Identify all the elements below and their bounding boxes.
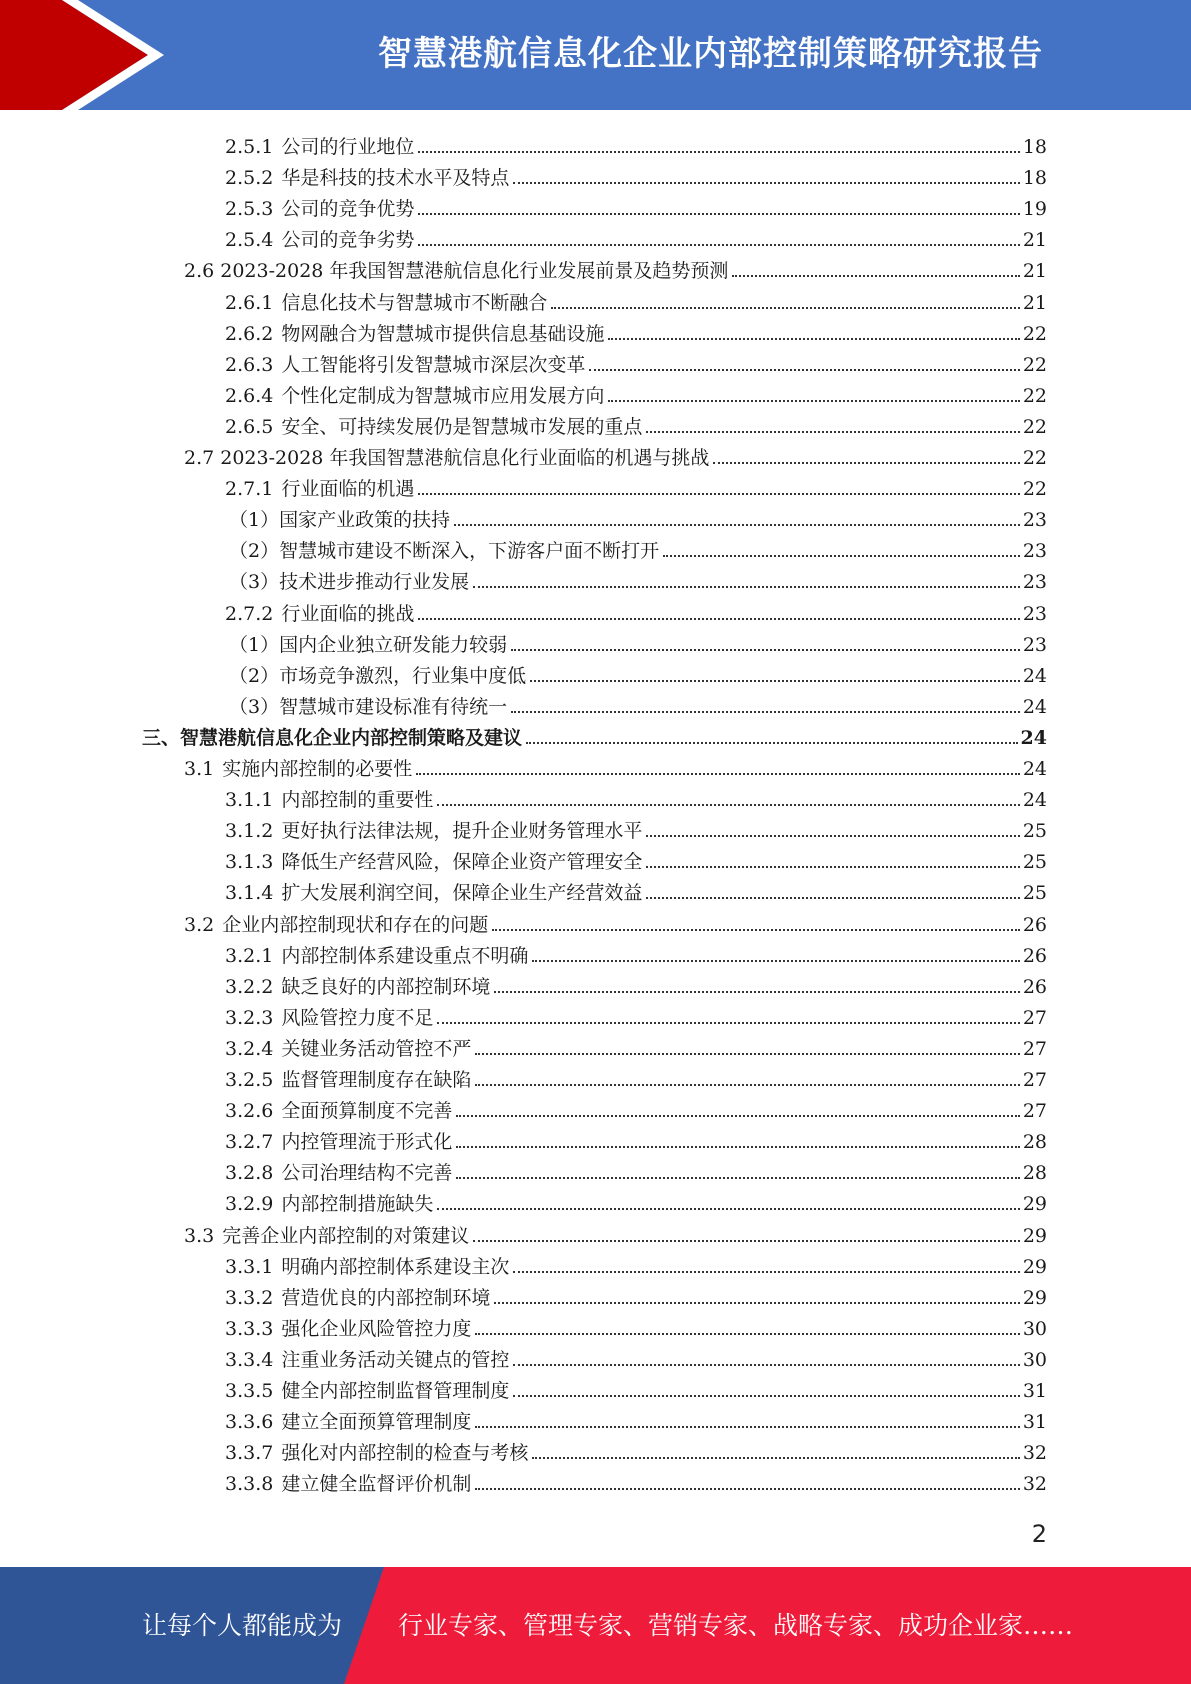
toc-entry-page: 21 [1022, 291, 1047, 314]
toc-entry-title: （2）智慧城市建设不断深入，下游客户面不断打开 [229, 540, 660, 563]
toc-entry-title: 降低生产经营风险，保障企业资产管理安全 [281, 851, 643, 874]
toc-entry-number: 2.5.3 [225, 198, 274, 221]
toc-entry-page: 27 [1022, 1069, 1047, 1091]
toc-entry[interactable] [225, 345, 1047, 376]
toc-entry-number: 2.6.3 [225, 353, 274, 376]
toc-entry-title: 企业内部控制现状和存在的问题 [222, 913, 489, 936]
toc-entry[interactable] [225, 314, 1047, 345]
toc-entry[interactable] [225, 1184, 1047, 1215]
toc-entry-number: 2.7.1 [225, 478, 274, 501]
toc-entry[interactable] [225, 873, 1047, 904]
toc-leader-dots [646, 866, 1019, 868]
toc-entry[interactable] [225, 1309, 1047, 1340]
toc-leader-dots [511, 649, 1020, 651]
toc-entry-page: 29 [1022, 1255, 1047, 1278]
toc-entry-number: 2.6.1 [225, 291, 274, 314]
toc-entry[interactable] [225, 1091, 1047, 1122]
toc-entry-page: 22 [1022, 415, 1047, 438]
toc-entry-page: 23 [1022, 540, 1047, 563]
toc-entry-number: 3.1 [184, 758, 215, 780]
toc-leader-dots [418, 493, 1019, 495]
toc-entry-title: 人工智能将引发智慧城市深层次变革 [281, 353, 586, 376]
toc-entry-number: 3.1.3 [225, 851, 274, 874]
toc-leader-dots [513, 182, 1019, 184]
toc-entry[interactable] [225, 998, 1047, 1029]
toc-leader-dots [418, 244, 1019, 246]
page-footer [0, 1567, 1191, 1684]
toc-entry-title: 行业面临的挑战 [281, 602, 415, 625]
toc-leader-dots [418, 618, 1019, 620]
toc-entry-page: 18 [1022, 136, 1047, 158]
report-title: 智慧港航信息化企业内部控制策略研究报告 [378, 34, 1043, 74]
toc-entry-page: 18 [1022, 167, 1047, 190]
toc-entry[interactable] [225, 127, 1047, 158]
toc-leader-dots [513, 1395, 1019, 1397]
toc-leader-dots [437, 804, 1019, 806]
toc-entry-number: 3.2.7 [225, 1131, 274, 1154]
toc-entry[interactable] [184, 749, 1047, 780]
toc-entry-title: 实施内部控制的必要性 [222, 758, 413, 780]
toc-entry-page: 23 [1022, 509, 1047, 532]
toc-entry[interactable] [229, 656, 1047, 687]
toc-entry-title: 安全、可持续发展仍是智慧城市发展的重点 [281, 415, 643, 438]
toc-leader-dots [494, 1302, 1019, 1304]
toc-entry-page: 28 [1022, 1162, 1047, 1185]
toc-entry-title: 公司的竞争优势 [281, 198, 415, 221]
toc-entry-title: 关键业务活动管控不严 [281, 1037, 472, 1060]
toc-leader-dots [456, 1146, 1019, 1148]
toc-entry-number: 2.6.4 [225, 384, 274, 407]
toc-entry-page: 26 [1022, 975, 1047, 998]
toc-leader-dots [646, 897, 1019, 899]
toc-entry[interactable] [225, 1340, 1047, 1371]
toc-entry-page: 32 [1022, 1473, 1047, 1496]
toc-entry-page: 24 [1022, 695, 1047, 718]
toc-leader-dots [475, 1333, 1019, 1335]
footer-slogan-left: 让每个人都能成为 [142, 1611, 343, 1640]
toc-entry-page: 24 [1022, 664, 1047, 687]
toc-entry-title: 营造优良的内部控制环境 [281, 1286, 491, 1309]
toc-entry-title: 公司治理结构不完善 [281, 1162, 453, 1185]
toc-leader-dots [513, 1364, 1019, 1366]
toc-entry[interactable] [229, 562, 1047, 593]
toc-entry-title: 健全内部控制监督管理制度 [281, 1380, 510, 1402]
toc-entry[interactable] [142, 718, 1047, 749]
toc-entry-number: 2.6.2 [225, 322, 274, 345]
toc-leader-dots [492, 929, 1020, 931]
toc-entry-page: 31 [1022, 1380, 1047, 1402]
toc-entry-page: 26 [1022, 913, 1047, 936]
toc-entry-page: 29 [1022, 1193, 1047, 1216]
toc-entry-title: 监督管理制度存在缺陷 [281, 1069, 472, 1091]
toc-entry[interactable] [229, 500, 1047, 531]
toc-entry-page: 30 [1022, 1348, 1047, 1371]
toc-entry-page: 21 [1022, 260, 1047, 283]
toc-entry-number: 3.2.3 [225, 1006, 274, 1029]
toc-leader-dots [475, 1488, 1019, 1490]
toc-entry-number: 3.1.2 [225, 820, 274, 843]
toc-leader-dots [532, 960, 1019, 962]
toc-entry-number: 3.2.8 [225, 1162, 274, 1185]
toc-leader-dots [494, 991, 1019, 993]
toc-leader-dots [475, 1426, 1019, 1428]
toc-entry-title: 信息化技术与智慧城市不断融合 [281, 291, 548, 314]
toc-entry[interactable] [225, 1153, 1047, 1184]
toc-entry-page: 21 [1022, 229, 1047, 252]
toc-entry-number: 2.5.1 [225, 136, 274, 158]
toc-entry-number: 3.3.5 [225, 1380, 274, 1402]
toc-entry-number: 3.2.6 [225, 1100, 274, 1123]
toc-entry-title: 个性化定制成为智慧城市应用发展方向 [281, 384, 605, 407]
toc-entry[interactable] [225, 469, 1047, 500]
toc-entry-page: 28 [1022, 1131, 1047, 1154]
toc-entry-title: 内部控制措施缺失 [281, 1193, 434, 1216]
toc-entry[interactable] [225, 811, 1047, 842]
toc-leader-dots [418, 213, 1019, 215]
toc-leader-dots [608, 400, 1019, 402]
toc-entry-page: 29 [1022, 1286, 1047, 1309]
toc-entry-page: 25 [1022, 851, 1047, 874]
toc-entry-number: 3.3.2 [225, 1286, 274, 1309]
toc-entry[interactable] [225, 189, 1047, 220]
toc-leader-dots [511, 711, 1020, 713]
toc-leader-dots [732, 275, 1019, 277]
toc-leader-dots [437, 1208, 1019, 1210]
page-header [0, 0, 1191, 110]
toc-entry-title: 内部控制体系建设重点不明确 [281, 944, 529, 967]
toc-entry-number: 3.3.8 [225, 1473, 274, 1496]
toc-entry[interactable] [225, 1060, 1047, 1091]
toc-entry-title: 强化企业风险管控力度 [281, 1317, 472, 1340]
toc-entry-title: （1）国内企业独立研发能力较弱 [229, 633, 508, 656]
toc-leader-dots [646, 835, 1019, 837]
toc-entry-title: 明确内部控制体系建设主次 [281, 1255, 510, 1278]
toc-entry[interactable] [225, 1029, 1047, 1060]
toc-entry-title: 公司的行业地位 [281, 136, 415, 158]
toc-entry[interactable] [225, 1464, 1047, 1495]
toc-entry-number: 3.2.2 [225, 975, 274, 998]
toc-entry-number: 3.3.4 [225, 1348, 274, 1371]
toc-entry-title: 完善企业内部控制的对策建议 [222, 1224, 470, 1247]
toc-leader-dots [513, 1271, 1019, 1273]
toc-entry[interactable] [184, 1216, 1047, 1247]
toc-leader-dots [456, 1177, 1019, 1179]
toc-entry-number: 3.1.4 [225, 882, 274, 905]
toc-entry-number: 3.3 [184, 1224, 215, 1247]
toc-entry-number: 2.6.5 [225, 415, 274, 438]
toc-leader-dots [608, 338, 1019, 340]
toc-entry[interactable] [225, 1371, 1047, 1402]
toc-entry-number: 3.2.1 [225, 944, 274, 967]
toc-leader-dots [532, 1457, 1019, 1459]
toc-entry-number: 3.2.9 [225, 1193, 274, 1216]
toc-leader-dots [475, 1084, 1019, 1086]
toc-entry-number: 3.2.4 [225, 1037, 274, 1060]
toc-entry[interactable] [225, 967, 1047, 998]
toc-leader-dots [454, 524, 1020, 526]
toc-entry[interactable] [225, 220, 1047, 251]
toc-entry-title: 华是科技的技术水平及特点 [281, 167, 510, 190]
toc-leader-dots [437, 1022, 1019, 1024]
toc-entry-page: 27 [1022, 1006, 1047, 1029]
toc-entry-title: 建立全面预算管理制度 [281, 1411, 472, 1434]
toc-entry-title: （3）技术进步推动行业发展 [229, 571, 470, 594]
toc-entry-number: 2.7.2 [225, 602, 274, 625]
toc-entry-page: 25 [1022, 882, 1047, 905]
toc-entry-title: 建立健全监督评价机制 [281, 1473, 472, 1496]
toc-entry-page: 26 [1022, 944, 1047, 967]
toc-entry-number: 2.5.2 [225, 167, 274, 190]
toc-entry-title: 三、智慧港航信息化企业内部控制策略及建议 [142, 726, 523, 749]
toc-entry[interactable] [225, 158, 1047, 189]
toc-entry-title: 2.6 2023-2028 年我国智慧港航信息化行业发展前景及趋势预测 [184, 260, 729, 283]
toc-entry-page: 22 [1022, 353, 1047, 376]
toc-entry-page: 22 [1022, 384, 1047, 407]
toc-entry-title: 2.7 2023-2028 年我国智慧港航信息化行业面临的机遇与挑战 [184, 447, 710, 469]
toc-entry-page: 27 [1022, 1037, 1047, 1060]
toc-entry[interactable] [225, 1433, 1047, 1464]
toc-leader-dots [589, 369, 1019, 371]
toc-leader-dots [416, 773, 1020, 775]
toc-entry-page: 23 [1022, 571, 1047, 594]
toc-entry[interactable] [225, 283, 1047, 314]
toc-entry[interactable] [225, 936, 1047, 967]
toc-entry-page: 22 [1022, 322, 1047, 345]
toc-entry[interactable] [184, 438, 1047, 469]
toc-entry[interactable] [225, 376, 1047, 407]
toc-entry[interactable] [225, 1247, 1047, 1278]
toc-entry-page: 19 [1022, 198, 1047, 221]
toc-entry[interactable] [184, 251, 1047, 282]
toc-entry-title: 行业面临的机遇 [281, 478, 415, 501]
toc-entry-page: 22 [1022, 447, 1047, 469]
toc-entry-title: （2）市场竞争激烈，行业集中度低 [229, 664, 527, 687]
toc-entry[interactable] [184, 905, 1047, 936]
toc-leader-dots [530, 680, 1020, 682]
toc-entry-title: （1）国家产业政策的扶持 [229, 509, 451, 532]
toc-leader-dots [473, 1240, 1020, 1242]
toc-entry[interactable] [229, 687, 1047, 718]
toc-entry-title: （3）智慧城市建设标准有待统一 [229, 695, 508, 718]
toc-leader-dots [526, 742, 1018, 744]
toc-entry-title: 内部控制的重要性 [281, 789, 434, 812]
toc-entry-number: 3.3.6 [225, 1411, 274, 1434]
toc-leader-dots [473, 586, 1020, 588]
toc-entry-number: 2.5.4 [225, 229, 274, 252]
toc-entry-number: 3.3.3 [225, 1317, 274, 1340]
toc-leader-dots [551, 307, 1019, 309]
toc-entry-title: 全面预算制度不完善 [281, 1100, 453, 1123]
toc-entry-title: 公司的竞争劣势 [281, 229, 415, 252]
toc-entry[interactable] [225, 1122, 1047, 1153]
toc-entry-page: 23 [1022, 633, 1047, 656]
toc-entry[interactable] [225, 1278, 1047, 1309]
toc-entry-page: 24 [1022, 789, 1047, 812]
toc-entry-title: 扩大发展利润空间，保障企业生产经营效益 [281, 882, 643, 905]
toc-leader-dots [456, 1115, 1019, 1117]
toc-entry-page: 24 [1020, 726, 1047, 749]
toc-entry-title: 内控管理流于形式化 [281, 1131, 453, 1154]
header-chevron-icon [0, 0, 240, 110]
toc-entry-title: 注重业务活动关键点的管控 [281, 1348, 510, 1371]
toc-entry-page: 23 [1022, 602, 1047, 625]
toc-entry-number: 3.2.5 [225, 1069, 274, 1091]
toc-leader-dots [713, 462, 1019, 464]
toc-entry[interactable] [225, 594, 1047, 625]
toc-entry[interactable] [225, 842, 1047, 873]
toc-entry-page: 22 [1022, 478, 1047, 501]
toc-entry-number: 3.3.7 [225, 1442, 274, 1465]
toc-entry-title: 缺乏良好的内部控制环境 [281, 975, 491, 998]
toc-entry-page: 32 [1022, 1442, 1047, 1465]
toc-entry-title: 强化对内部控制的检查与考核 [281, 1442, 529, 1465]
toc-leader-dots [663, 555, 1020, 557]
toc-entry-title: 更好执行法律法规，提升企业财务管理水平 [281, 820, 643, 843]
page-number: 2 [1031, 1520, 1047, 1548]
toc-entry-number: 3.1.1 [225, 789, 274, 812]
toc-entry-title: 风险管控力度不足 [281, 1006, 434, 1029]
toc-entry-title: 物网融合为智慧城市提供信息基础设施 [281, 322, 605, 345]
toc-entry[interactable] [225, 780, 1047, 811]
toc-entry[interactable] [225, 1402, 1047, 1433]
toc-entry-page: 27 [1022, 1100, 1047, 1123]
toc-entry[interactable] [229, 625, 1047, 656]
toc-entry-number: 3.2 [184, 913, 215, 936]
toc-entry[interactable] [225, 407, 1047, 438]
toc-entry-page: 25 [1022, 820, 1047, 843]
toc-leader-dots [646, 431, 1019, 433]
toc-leader-dots [475, 1053, 1019, 1055]
toc-entry-number: 3.3.1 [225, 1255, 274, 1278]
toc-leader-dots [418, 151, 1019, 153]
footer-slogan-right: 行业专家、管理专家、营销专家、战略专家、成功企业家…… [398, 1611, 1074, 1640]
toc-entry-page: 31 [1022, 1411, 1047, 1434]
toc-entry-page: 30 [1022, 1317, 1047, 1340]
toc-entry-page: 24 [1022, 758, 1047, 780]
toc-entry[interactable] [229, 531, 1047, 562]
toc-entry-page: 29 [1022, 1224, 1047, 1247]
